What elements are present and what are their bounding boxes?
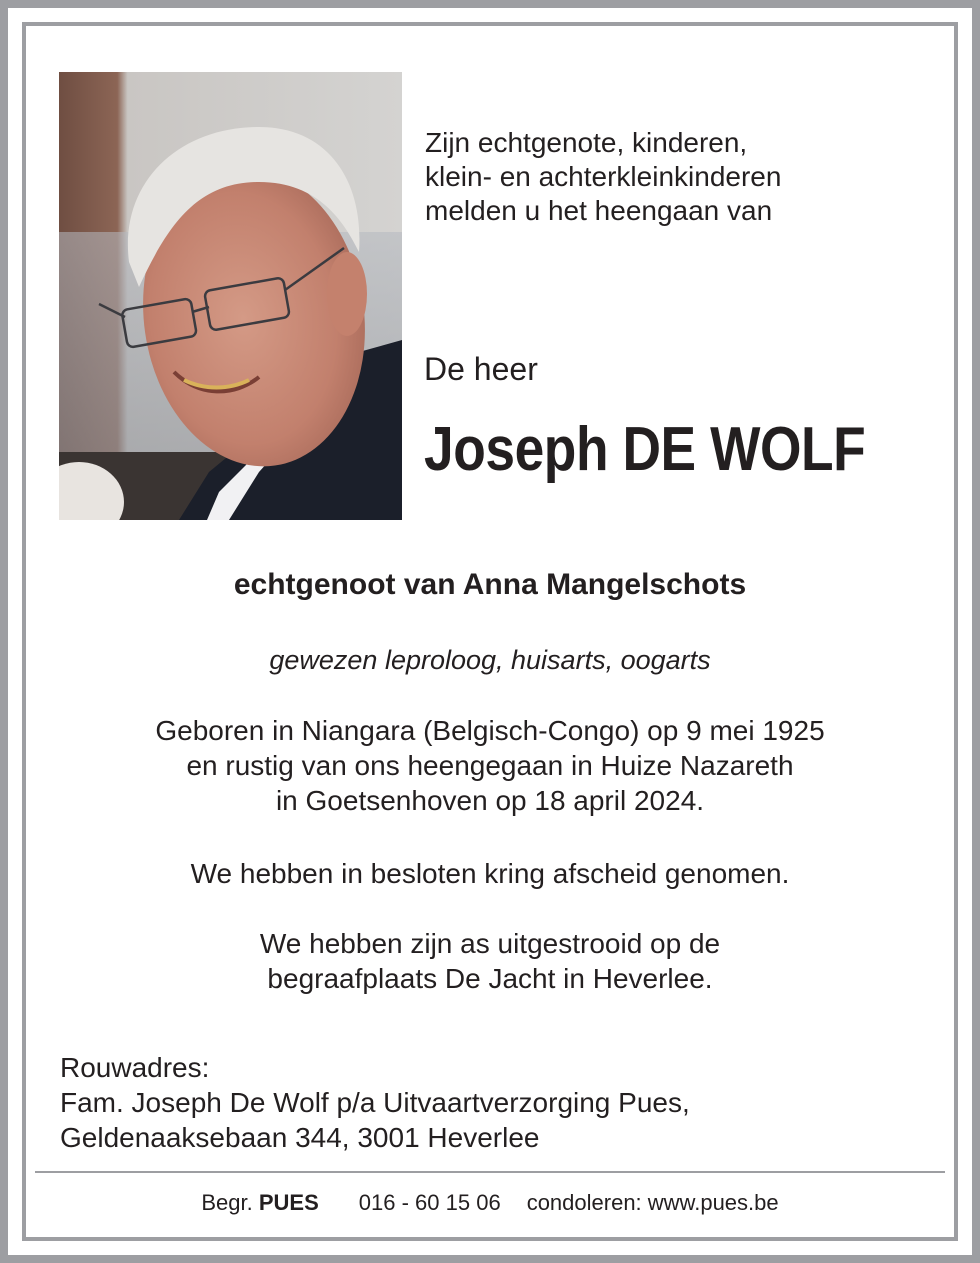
ashes-line: We hebben zijn as uitgestrooid op de bbox=[259, 928, 721, 959]
footer-phone: 016 - 60 15 06 bbox=[358, 1190, 501, 1215]
intro-announcement bbox=[425, 126, 905, 228]
footer-prefix: Begr. bbox=[201, 1190, 253, 1215]
intro-line: Zijn echtgenote, kinderen, bbox=[425, 127, 748, 158]
portrait-image bbox=[59, 72, 402, 520]
ashes-text bbox=[26, 926, 954, 996]
address-line-2: Geldenaaksebaan 344, 3001 Heverlee bbox=[60, 1122, 540, 1153]
title-prefix: De heer bbox=[424, 351, 538, 387]
intro-line: melden u het heengaan van bbox=[425, 195, 773, 226]
funeral-company: PUES bbox=[258, 1190, 319, 1215]
ashes-line: begraafplaats De Jacht in Heverlee. bbox=[267, 963, 713, 994]
footer-divider bbox=[35, 1171, 945, 1173]
birth-death-line: in Goetsenhoven op 18 april 2024. bbox=[275, 785, 705, 816]
birth-death-line: en rustig van ons heengegaan in Huize Nazareth bbox=[186, 750, 794, 781]
portrait-photo bbox=[59, 72, 402, 520]
footer-condolence-link[interactable]: condoleren: www.pues.be bbox=[526, 1190, 779, 1215]
birth-death-line: Geboren in Niangara (Belgisch-Congo) op 9 mei 1925 bbox=[155, 715, 825, 746]
spouse-line: echtgenoot van Anna Mangelschots bbox=[233, 568, 747, 601]
deceased-name: Joseph DE WOLF bbox=[424, 415, 866, 484]
birth-death-text bbox=[26, 713, 954, 818]
farewell-text: We hebben in besloten kring afscheid genomen. bbox=[190, 858, 790, 889]
footer bbox=[26, 1189, 954, 1217]
address-label: Rouwadres: bbox=[60, 1052, 210, 1083]
mourning-address bbox=[60, 1050, 690, 1155]
profession-line: gewezen leproloog, huisarts, oogarts bbox=[269, 645, 711, 675]
address-line-1: Fam. Joseph De Wolf p/a Uitvaartverzorging Pues, bbox=[60, 1087, 690, 1118]
intro-line: klein- en achterkleinkinderen bbox=[425, 161, 782, 192]
